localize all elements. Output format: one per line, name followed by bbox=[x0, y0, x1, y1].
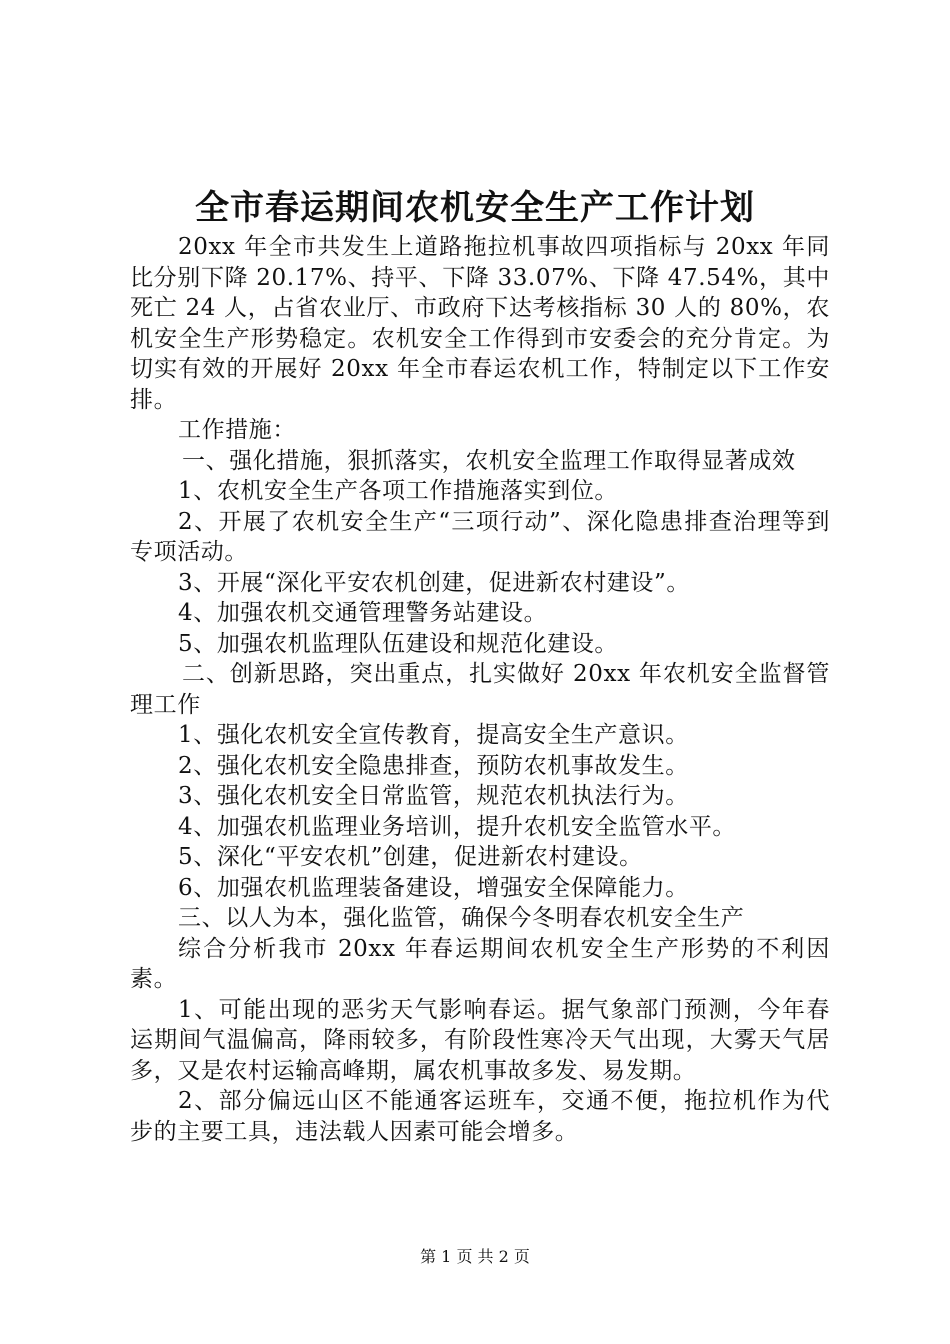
list-item: 5、加强农机监理队伍建设和规范化建设。 bbox=[178, 630, 619, 657]
list-item: 1、可能出现的恶劣天气影响春运。据气象部门预测，今年春运期间气温偏高，降雨较多，有阶段性寒冷天气出现，大雾天气居多，又是农村运输高峰期，属农机事故多发、易发期。 bbox=[130, 996, 830, 1084]
document-title: 全市春运期间农机安全生产工作计划 bbox=[195, 188, 755, 228]
analysis-paragraph: 综合分析我市 20xx 年春运期间农机安全生产形势的不利因素。 bbox=[130, 935, 830, 992]
list-item: 1、农机安全生产各项工作措施落实到位。 bbox=[178, 478, 619, 504]
list-item: 2、强化农机安全隐患排查，预防农机事故发生。 bbox=[178, 752, 689, 779]
list-item: 2、开展了农机安全生产“三项行动”、深化隐患排查治理等到专项活动。 bbox=[130, 508, 830, 565]
list-item: 4、加强农机监理业务培训，提升农机安全监管水平。 bbox=[178, 813, 737, 840]
list-item: 3、开展“深化平安农机创建，促进新农村建设”。 bbox=[178, 569, 690, 596]
section-heading-2: 二、创新思路，突出重点，扎实做好 20xx 年农机安全监督管理工作 bbox=[130, 661, 830, 718]
section-label: 工作措施： bbox=[178, 417, 296, 443]
list-item: 2、部分偏远山区不能通客运班车，交通不便，拖拉机作为代步的主要工具，违法载人因素可能会增多。 bbox=[130, 1088, 830, 1145]
list-item: 6、加强农机监理装备建设，增强安全保障能力。 bbox=[178, 874, 689, 901]
intro-paragraph: 20xx 年全市共发生上道路拖拉机事故四项指标与 20xx 年同比分别下降 20.17%、持平、下降 33.07%、下降 47.54%，其中死亡 24 人，占省农业厅、市政府下达考核指标 30 人的 80%，农机安全生产形势稳定。农机安全工作得到市安委会的充分肯定。为切实有效的开展好 20xx 年全市春运农机工作，特制定以下工作安排。 bbox=[130, 234, 830, 413]
section-heading-1: 一、强化措施，狠抓落实，农机安全监理工作取得显著成效 bbox=[182, 447, 796, 474]
list-item: 3、强化农机安全日常监管，规范农机执法行为。 bbox=[178, 783, 689, 809]
section-heading-3: 三、以人为本，强化监管，确保今冬明春农机安全生产 bbox=[178, 905, 745, 931]
list-item: 1、强化农机安全宣传教育，提高安全生产意识。 bbox=[178, 722, 689, 748]
list-item: 4、加强农机交通管理警务站建设。 bbox=[178, 600, 548, 626]
list-item: 5、深化“平安农机”创建，促进新农村建设。 bbox=[178, 844, 643, 870]
page-number-footer: 第 1 页 共 2 页 bbox=[420, 1247, 530, 1266]
document-body bbox=[130, 232, 830, 1147]
